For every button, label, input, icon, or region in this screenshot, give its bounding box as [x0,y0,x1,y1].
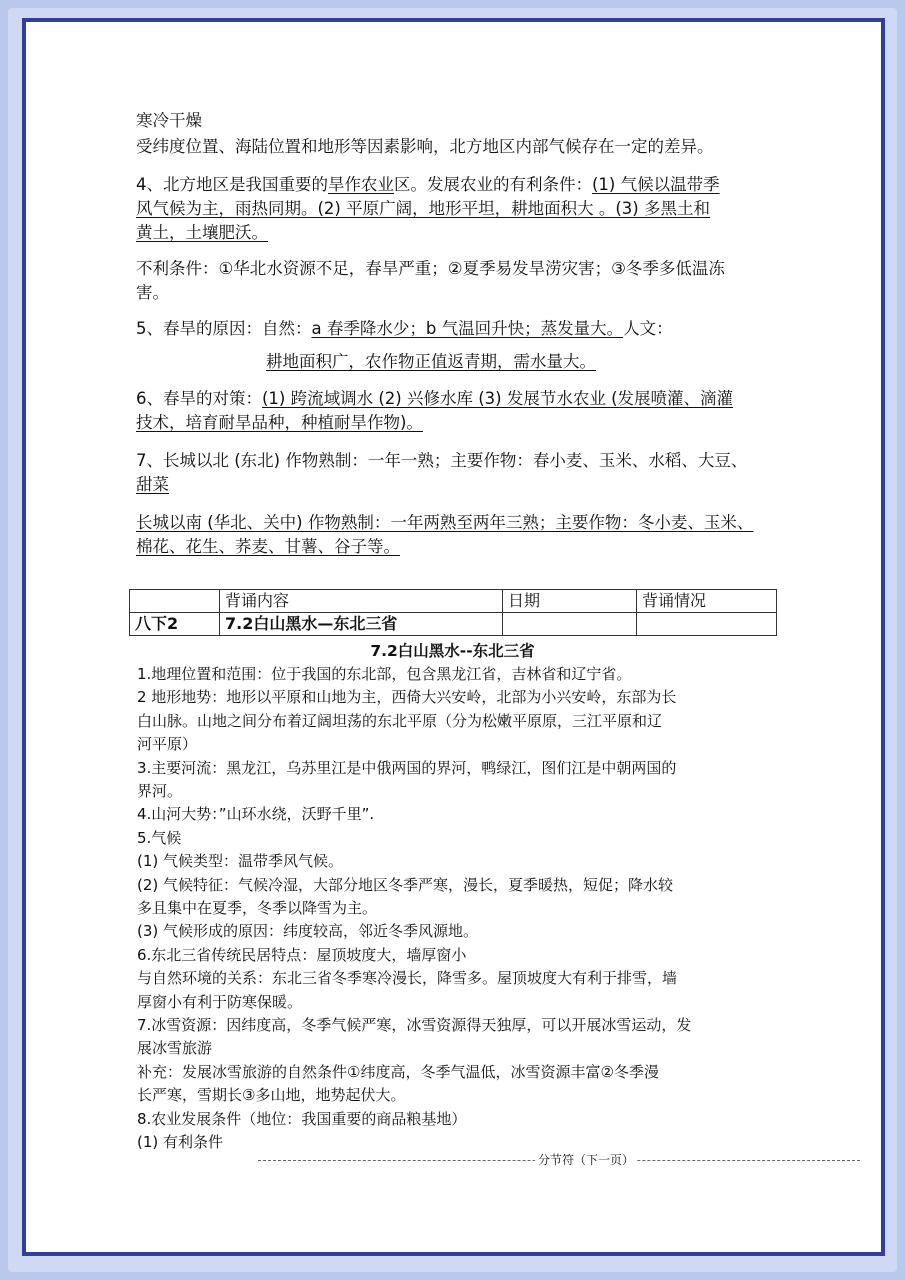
section-line: 界河。 [137,782,183,800]
table-cell: 7.2白山黑水—东北三省 [220,613,503,636]
item-5-text: 人文： [623,319,673,338]
text-line: 受纬度位置、海陆位置和地形等因素影响，北方地区内部气候存在一定的差异。 [136,137,714,156]
section-line: 4.山河大势：”山环水绕，沃野千里”. [137,805,375,824]
section-line: 7.冰雪资源：因纬度高，冬季气候严寒，冰雪资源得天独厚，可以开展冰雪运动，发 [137,1016,692,1034]
item-5-underlined: 耕地面积广，农作物正值返青期，需水量大。 [266,352,596,371]
item-5-line [136,316,673,342]
item-6-line [136,386,733,412]
item-6-text: 6、春旱的对策： [136,389,262,408]
section-line: 8.农业发展条件（地位：我国重要的商品粮基地） [137,1109,467,1128]
table-cell [637,613,777,636]
table-header-cell [130,590,220,613]
recitation-record-table [129,589,777,636]
section-line: (1) 有利条件 [137,1133,224,1151]
item-4-underlined: 黄土，土壤肥沃。 [136,223,268,242]
section-line: 展冰雪旅游 [137,1039,213,1058]
section-line: 6.东北三省传统民居特点：屋顶坡度大，墙厚窗小 [137,945,467,964]
table-header-cell: 日期 [503,590,637,613]
section-line: (1) 气候类型：温带季风气候。 [137,852,344,871]
item-4-text: 区。发展农业的有利条件： [394,175,592,194]
section-line: 河平原） [137,735,198,754]
item-7-underlined: 长城以南 (华北、关中) 作物熟制：一年两熟至两年三熟；主要作物：冬小麦、玉米、 [136,513,754,532]
table-cell [503,613,637,636]
section-line: 多且集中在夏季，冬季以降雪为主。 [137,899,378,917]
item-7-underlined: 甜菜 [136,475,169,494]
section-line: 3.主要河流：黑龙江，乌苏里江是中俄两国的界河，鸭绿江，图们江是中朝两国的 [137,758,677,777]
table-header-cell: 背诵情况 [637,590,777,613]
text-line: 寒冷干燥 [136,111,202,130]
table-header-row [130,590,777,613]
section-line: (2) 气候特征：气候冷湿，大部分地区冬季严寒，漫长，夏季暖热，短促；降水较 [137,875,674,894]
item-5-text: 5、春旱的原因：自然： [136,319,312,338]
section-line: 2 地形地势：地形以平原和山地为主，西倚大兴安岭，北部为小兴安岭，东部为长 [137,688,677,707]
item-6-underlined: (1) 跨流域调水 (2) 兴修水库 (3) 发展节水农业 (发展喷灌、滴灌 [262,389,734,408]
item-7-underlined: 棉花、花生、荞麦、甘薯、谷子等。 [136,537,400,556]
section-line: (3) 气候形成的原因：纬度较高，邻近冬季风源地。 [137,922,479,941]
item-5-underlined: a 春季降水少；b 气温回升快；蒸发量大。 [311,319,624,338]
item-4-line [136,172,720,198]
item-4-text: 4、北方地区是我国重要的 [136,175,328,194]
section-line: 白山脉。山地之间分布着辽阔坦荡的东北平原（分为松嫩平原原，三江平原和辽 [137,711,663,730]
unfavorable-line: 不利条件：①华北水资源不足，春旱严重；②夏季易发旱涝灾害；③冬季多低温冻 [136,259,725,278]
item-4-underlined: (1) 气候以温带季 [592,175,720,194]
section-line: 补充：发展冰雪旅游的自然条件①纬度高，冬季气温低，冰雪资源丰富②冬季漫 [137,1062,659,1081]
unfavorable-line: 害。 [136,283,169,302]
item-7-line: 7、长城以北 (东北) 作物熟制：一年一熟；主要作物：春小麦、玉米、水稻、大豆、 [136,451,748,470]
item-4-keyword: 旱作农业 [328,175,394,194]
item-4-underlined: 风气候为主，雨热同期。(2) 平原广阔，地形平坦，耕地面积大 。(3) 多黑土和 [136,199,710,218]
table-header-cell: 背诵内容 [220,590,503,613]
item-6-underlined: 技术，培育耐旱品种，种植耐旱作物)。 [136,413,423,432]
section-line: 长严寒，雪期长③多山地，地势起伏大。 [137,1086,406,1105]
section-line: 5.气候 [137,828,182,847]
table-cell: 八下2 [130,613,220,636]
table-row [130,613,777,636]
section-title: 7.2白山黑水--东北三省 [370,642,535,660]
section-break-label: 分节符（下一页） [535,1152,637,1168]
section-line: 厚窗小有利于防寒保暖。 [137,992,303,1011]
section-line: 1.地理位置和范围：位于我国的东北部，包含黑龙江省，吉林省和辽宁省。 [137,665,632,683]
section-line: 与自然环境的关系：东北三省冬季寒冷漫长，降雪多。屋顶坡度大有利于排雪，墙 [137,969,678,988]
